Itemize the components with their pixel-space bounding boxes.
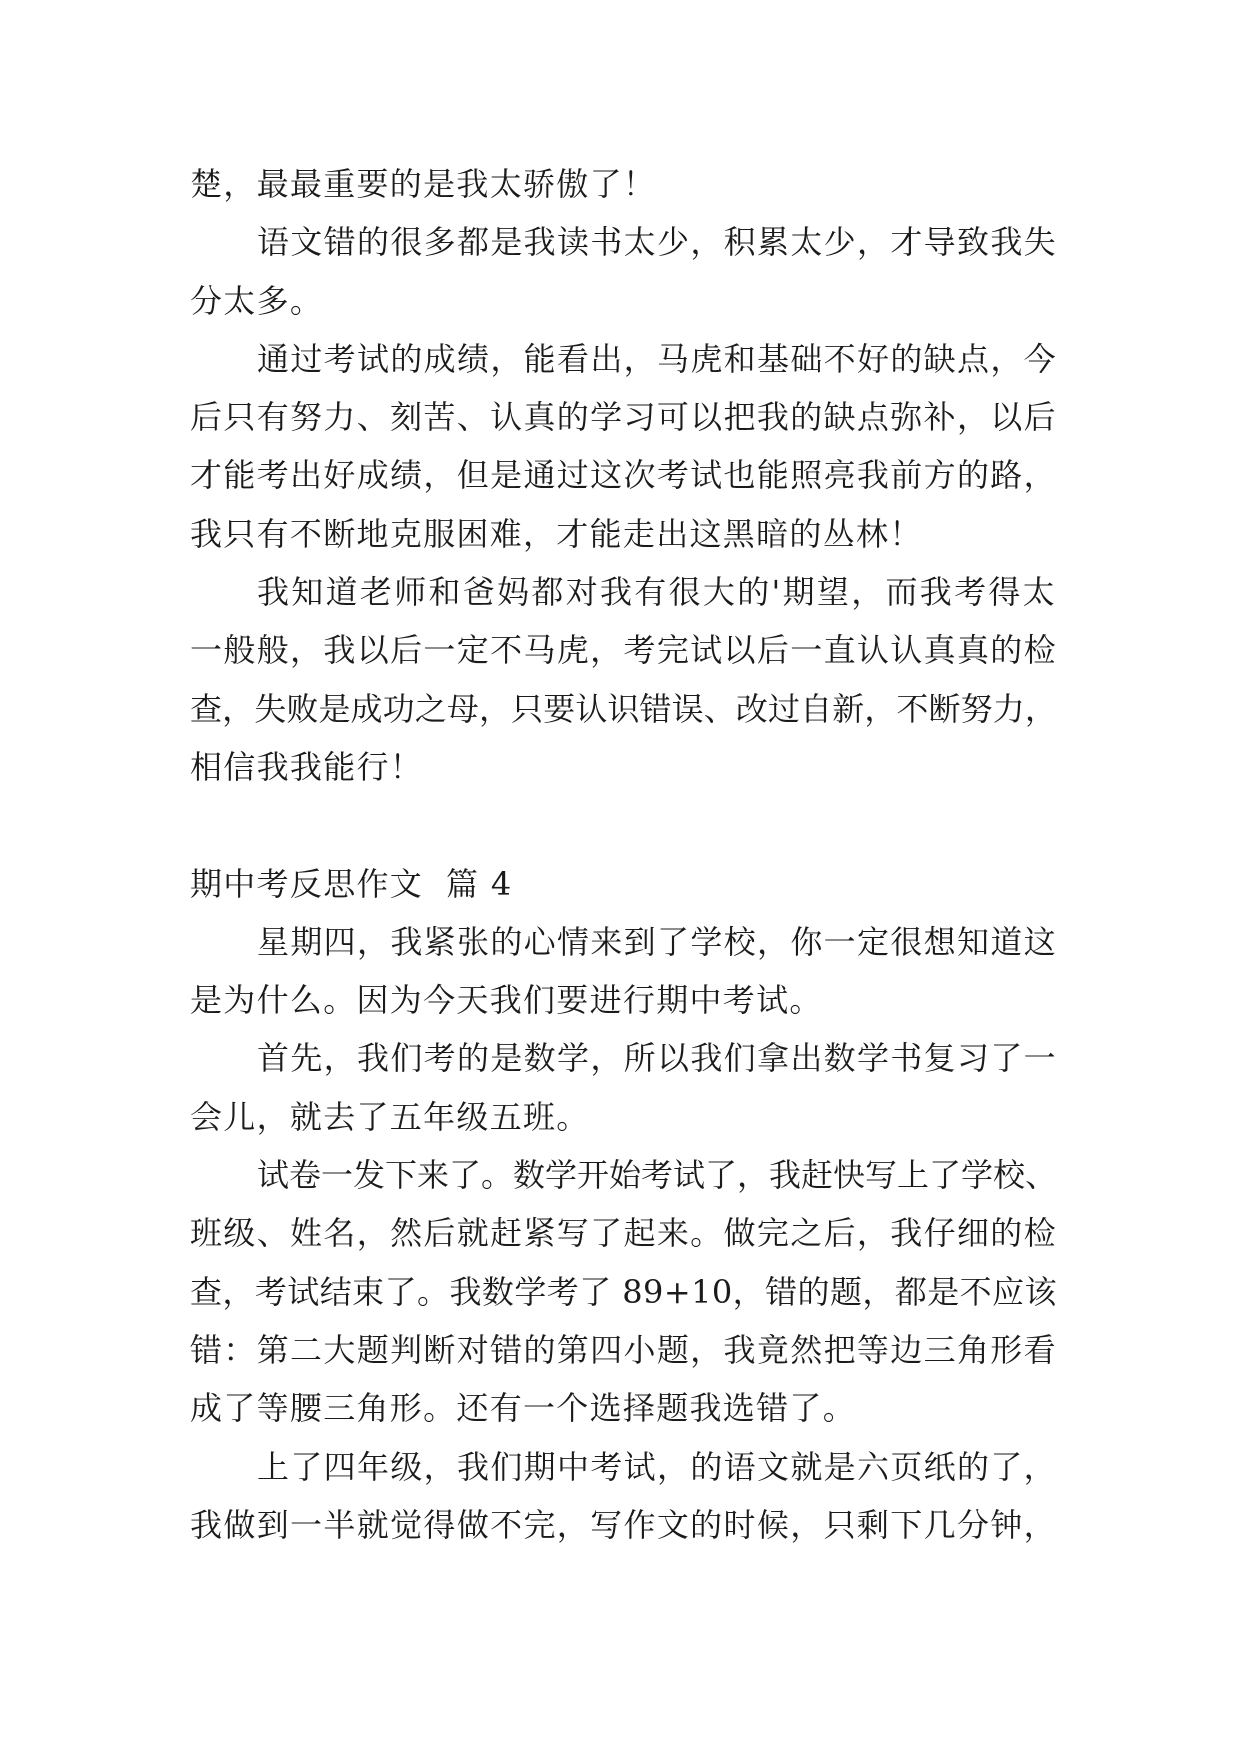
text-line bbox=[190, 1379, 1057, 1437]
paragraph bbox=[190, 213, 1057, 330]
text-line-content: 我知道老师和爸妈都对我有很大的'期望，而我考得太 bbox=[257, 573, 1057, 612]
text-line bbox=[190, 1146, 1057, 1204]
text-line bbox=[190, 1496, 1057, 1554]
paragraph bbox=[190, 913, 1057, 1030]
text-line-content: 班级、姓名，然后就赶紧写了起来。做完之后，我仔细的检 bbox=[190, 1214, 1057, 1253]
paragraph bbox=[190, 1146, 1057, 1437]
text-line-content: 一般般，我以后一定不马虎，考完试以后一直认认真真的检 bbox=[190, 631, 1057, 670]
text-line bbox=[190, 1263, 1057, 1321]
text-line bbox=[190, 680, 1057, 738]
text-line bbox=[190, 621, 1057, 679]
text-line-content: 成了等腰三角形。还有一个选择题我选错了。 bbox=[190, 1389, 857, 1428]
paragraph bbox=[190, 330, 1057, 563]
text-line-content: 分太多。 bbox=[190, 281, 324, 320]
text-line-content: 首先，我们考的是数学，所以我们拿出数学书复习了一 bbox=[257, 1039, 1057, 1078]
text-line-content: 查，失败是成功之母，只要认识错误、改过自新，不断努力， bbox=[190, 689, 1057, 728]
text-line bbox=[190, 1088, 1057, 1146]
text-line-content: 星期四，我紧张的心情来到了学校，你一定很想知道这 bbox=[257, 922, 1057, 961]
text-line bbox=[190, 1321, 1057, 1379]
text-line bbox=[190, 971, 1057, 1029]
text-line-content: 上了四年级，我们期中考试，的语文就是六页纸的了， bbox=[257, 1447, 1057, 1486]
text-line bbox=[190, 1204, 1057, 1262]
section-heading-text: 期中考反思作文 篇 4 bbox=[190, 864, 513, 903]
text-line bbox=[190, 505, 1057, 563]
text-line-content: 我只有不断地克服困难，才能走出这黑暗的丛林！ bbox=[190, 514, 923, 553]
paragraph bbox=[190, 563, 1057, 796]
text-line bbox=[190, 913, 1057, 971]
paragraph bbox=[190, 1029, 1057, 1146]
paragraph bbox=[190, 1438, 1057, 1555]
text-line-content: 我做到一半就觉得做不完，写作文的时候，只剩下几分钟， bbox=[190, 1505, 1057, 1544]
text-line bbox=[190, 446, 1057, 504]
text-line-content: 通过考试的成绩，能看出，马虎和基础不好的缺点，今 bbox=[257, 339, 1057, 378]
text-line bbox=[190, 213, 1057, 271]
text-line-content: 相信我我能行！ bbox=[190, 747, 424, 786]
document-page bbox=[190, 155, 1057, 1554]
text-line-content: 是为什么。因为今天我们要进行期中考试。 bbox=[190, 981, 823, 1020]
text-line-content: 会儿，就去了五年级五班。 bbox=[190, 1097, 590, 1136]
text-line bbox=[190, 155, 1057, 213]
text-line-content: 楚，最最重要的是我太骄傲了！ bbox=[190, 165, 657, 203]
text-line bbox=[190, 388, 1057, 446]
text-line-content: 错：第二大题判断对错的第四小题，我竟然把等边三角形看 bbox=[190, 1330, 1057, 1369]
text-line bbox=[190, 563, 1057, 621]
text-line bbox=[190, 738, 1057, 796]
text-line bbox=[190, 1029, 1057, 1087]
text-line-content: 才能考出好成绩，但是通过这次考试也能照亮我前方的路， bbox=[190, 456, 1057, 495]
text-line-content: 后只有努力、刻苦、认真的学习可以把我的缺点弥补，以后 bbox=[190, 398, 1057, 437]
text-line bbox=[190, 272, 1057, 330]
carryover-paragraph bbox=[190, 155, 1057, 213]
text-line-content: 试卷一发下来了。数学开始考试了，我赶快写上了学校、 bbox=[257, 1156, 1057, 1195]
text-line bbox=[190, 330, 1057, 388]
text-line-content: 查，考试结束了。我数学考了 89+10，错的题，都是不应该 bbox=[190, 1272, 1057, 1311]
text-line-content: 语文错的很多都是我读书太少，积累太少，才导致我失 bbox=[257, 223, 1057, 262]
section-heading bbox=[190, 855, 1057, 913]
text-line bbox=[190, 1438, 1057, 1496]
